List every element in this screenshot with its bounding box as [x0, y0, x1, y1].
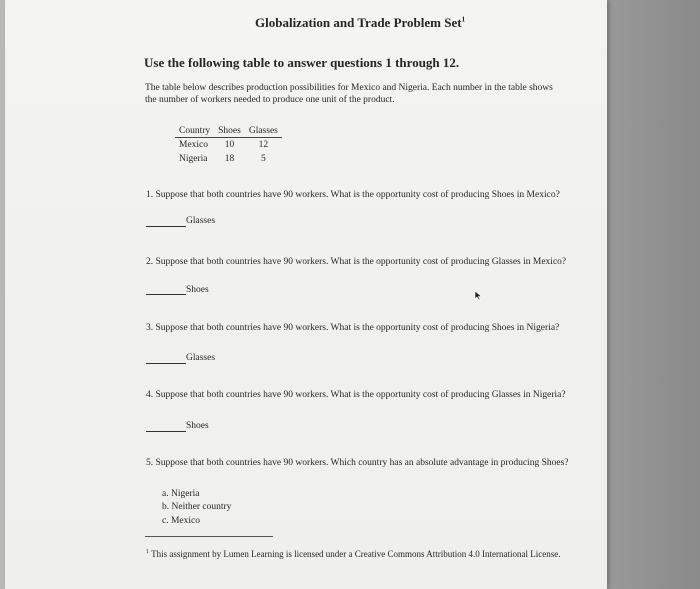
question-4: 4. Suppose that both countries have 90 workers. What is the opportunity cost of producing Glasses in Nigeria?	[146, 390, 566, 400]
table-header-glasses: Glasses	[245, 125, 282, 138]
answer-blank-3[interactable]	[146, 363, 186, 364]
table-cell: 18	[224, 154, 235, 164]
answer-unit-3: Glasses	[186, 353, 216, 363]
table-cell: Mexico	[179, 140, 209, 150]
answer-unit-1: Glasses	[186, 216, 216, 226]
answer-blank-2[interactable]	[146, 294, 186, 295]
document-page	[5, 0, 607, 589]
option-c[interactable]: c. Mexico	[162, 516, 200, 526]
option-a[interactable]: a. Nigeria	[162, 489, 200, 499]
background-right	[600, 0, 700, 589]
table-cell: Nigeria	[179, 154, 208, 164]
intro-paragraph: The table below describes production possibilities for Mexico and Nigeria. Each number in the table shows the number of workers needed to produce one unit of the product.	[145, 83, 553, 105]
option-b[interactable]: b. Neither country	[162, 502, 232, 512]
question-1: 1. Suppose that both countries have 90 workers. What is the opportunity cost of producing Shoes in Mexico?	[146, 190, 560, 200]
instructions-heading: Use the following table to answer questions 1 through 12.	[144, 55, 460, 70]
answer-blank-1[interactable]	[146, 226, 186, 227]
answer-unit-4: Shoes	[186, 421, 209, 431]
footnote: $^1$ This assignment by Lumen Learning is licensed under a Creative Commons Attribution 4.0 International License.	[146, 549, 561, 559]
mouse-pointer-icon	[474, 290, 483, 301]
question-5: 5. Suppose that both countries have 90 workers. Which country has an absolute advantage in producing Shoes?	[146, 458, 569, 468]
production-table	[175, 125, 282, 166]
table-row	[175, 152, 282, 166]
table-cell: 12	[258, 140, 269, 150]
answer-blank-4[interactable]	[146, 431, 186, 432]
answer-unit-2: Shoes	[186, 285, 209, 295]
table-header-country: Country	[175, 125, 214, 138]
question-2: 2. Suppose that both countries have 90 workers. What is the opportunity cost of producing Glasses in Mexico?	[146, 257, 567, 267]
table-row	[175, 138, 282, 153]
page-title: Globalization and Trade Problem Set$^1$	[255, 15, 466, 30]
table-cell: 5	[260, 154, 266, 164]
footnote-divider	[145, 536, 273, 537]
table-header-shoes: Shoes	[214, 125, 245, 138]
table-cell: 10	[224, 140, 235, 150]
question-3: 3. Suppose that both countries have 90 workers. What is the opportunity cost of producing Shoes in Nigeria?	[146, 323, 560, 333]
